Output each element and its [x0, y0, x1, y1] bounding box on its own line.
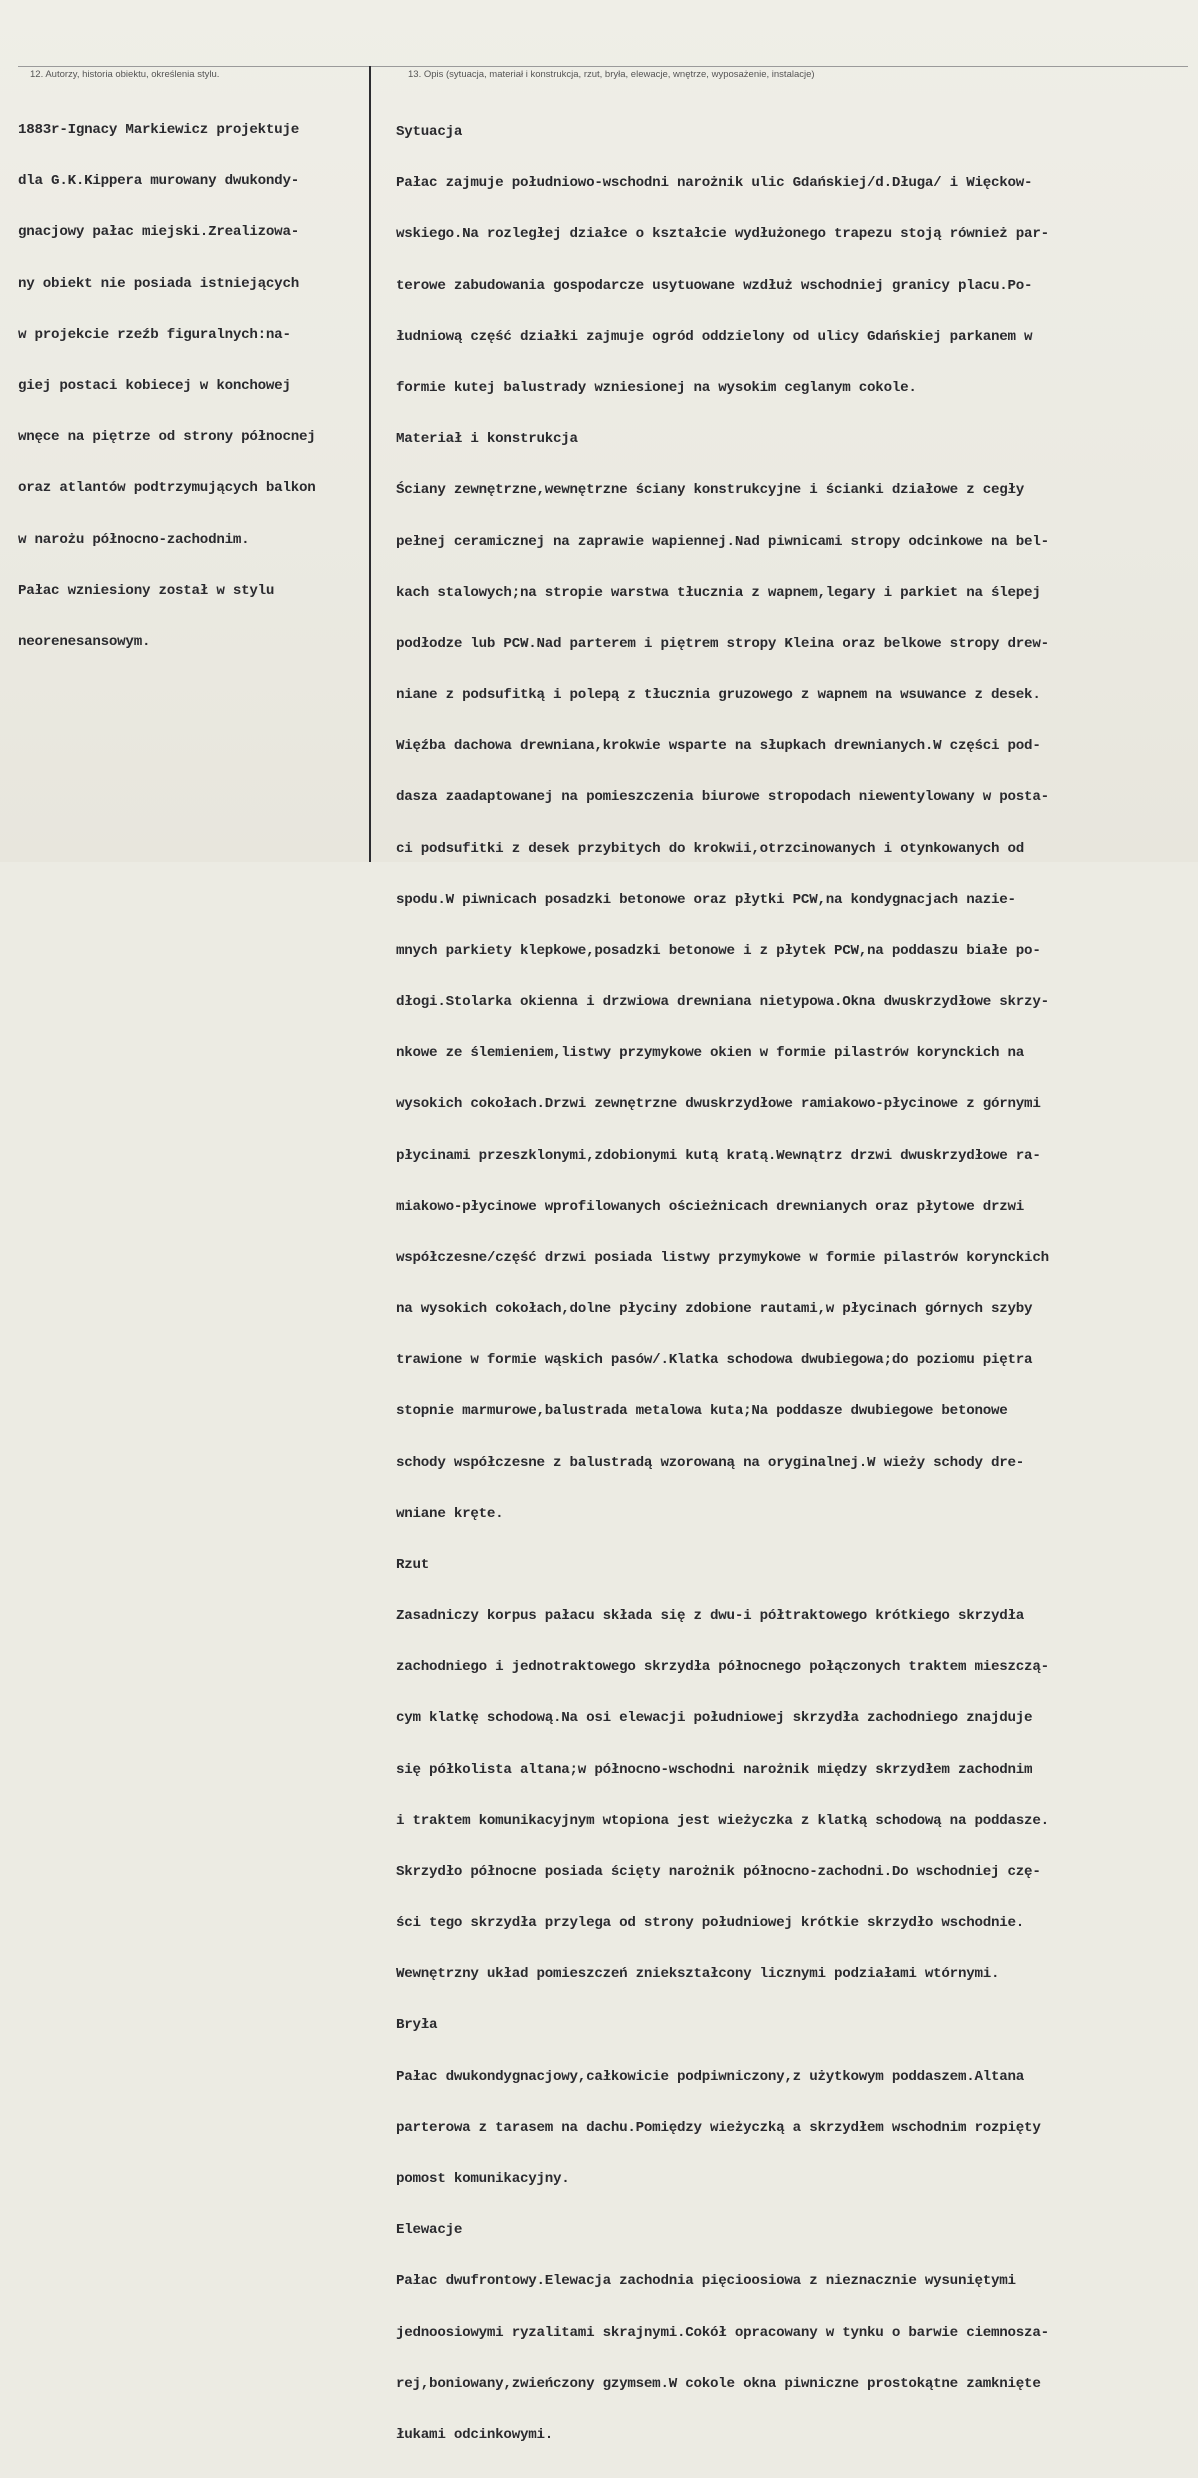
text-line: jednoosiowymi ryzalitami skrajnymi.Cokół opracowany w tynku o barwie ciemnosza-: [396, 2324, 1049, 2341]
description-text: [396, 90, 1196, 2478]
text-line: dla G.K.Kippera murowany dwukondy-: [18, 173, 299, 190]
header-rule: [18, 66, 1188, 67]
text-line: Pałac dwufrontowy.Elewacja zachodnia pięcioosiowa z nieznacznie wysuniętymi: [396, 2273, 1016, 2290]
section-heading-rzut: Rzut: [396, 1556, 430, 1573]
text-line: się półkolista altana;w północno-wschodni narożnik między skrzydłem zachodnim: [396, 1761, 1033, 1778]
text-line: Pałac zajmuje południowo-wschodni narożnik ulic Gdańskiej/d.Długa/ i Więckow-: [396, 175, 1033, 192]
authors-history-text: [18, 88, 366, 685]
text-line: giej postaci kobiecej w konchowej: [18, 377, 291, 394]
text-line: pełnej ceramicznej na zaprawie wapiennej.Nad piwnicami stropy odcinkowe na bel-: [396, 533, 1049, 550]
text-line: łudniową część działki zajmuje ogród oddzielony od ulicy Gdańskiej parkanem w: [396, 328, 1033, 345]
text-line: dłogi.Stolarka okienna i drzwiowa drewniana nietypowa.Okna dwuskrzydłowe skrzy-: [396, 994, 1049, 1011]
text-line: wysokich cokołach.Drzwi zewnętrzne dwuskrzydłowe ramiakowo-płycinowe z górnymi: [396, 1096, 1041, 1113]
text-line: ci podsufitki z desek przybitych do krokwii,otrzcinowanych i otynkowanych od: [396, 840, 1025, 857]
text-line: parterowa z tarasem na dachu.Pomiędzy wieżyczką a skrzydłem wschodnim rozpięty: [396, 2119, 1041, 2136]
text-line: schody współczesne z balustradą wzorowaną na oryginalnej.W wieży schody dre-: [396, 1454, 1025, 1471]
text-line: kach stalowych;na stropie warstwa tłucznia z wapnem,legary i parkiet na ślepej: [396, 584, 1041, 601]
column-divider: [369, 66, 371, 862]
text-line: ści tego skrzydła przylega od strony południowej krótkie skrzydło wschodnie.: [396, 1915, 1025, 1932]
text-line: cym klatkę schodową.Na osi elewacji południowej skrzydła zachodniego znajduje: [396, 1710, 1033, 1727]
text-line: Pałac dwukondygnacjowy,całkowicie podpiwniczony,z użytkowym poddaszem.Altana: [396, 2068, 1025, 2085]
text-line: rej,boniowany,zwieńczony gzymsem.W cokole okna piwniczne prostokątne zamknięte: [396, 2375, 1041, 2392]
text-line: wniane kręte.: [396, 1505, 504, 1522]
text-line: i traktem komunikacyjnym wtopiona jest wieżyczka z klatką schodową na poddasze.: [396, 1812, 1049, 1829]
text-line: miakowo-płycinowe wprofilowanych ościeżnicach drewnianych oraz płytowe drzwi: [396, 1198, 1025, 1215]
text-line: zachodniego i jednotraktowego skrzydła północnego połączonych traktem mieszczą-: [396, 1659, 1049, 1676]
text-line: trawione w formie wąskich pasów/.Klatka schodowa dwubiegowa;do poziomu piętra: [396, 1352, 1033, 1369]
text-line: neorenesansowym.: [18, 633, 151, 650]
text-line: 1883r-Ignacy Markiewicz projektuje: [18, 122, 299, 139]
text-line: mnych parkiety klepkowe,posadzki betonowe i z płytek PCW,na poddaszu białe po-: [396, 942, 1041, 959]
text-line: ny obiekt nie posiada istniejących: [18, 275, 299, 292]
text-line: gnacjowy pałac miejski.Zrealizowa-: [18, 224, 299, 241]
text-line: dasza zaadaptowanej na pomieszczenia biurowe stropodach niewentylowany w posta-: [396, 789, 1049, 806]
text-line: Ściany zewnętrzne,wewnętrzne ściany konstrukcyjne i ścianki działowe z cegły: [396, 482, 1025, 499]
section-heading-elewacje: Elewacje: [396, 2222, 463, 2239]
text-line: wskiego.Na rozległej działce o kształcie wydłużonego trapezu stoją również par-: [396, 226, 1049, 243]
text-line: stopnie marmurowe,balustrada metalowa kuta;Na poddasze dwubiegowe betonowe: [396, 1403, 1008, 1420]
text-line: łukami odcinkowymi.: [396, 2426, 554, 2443]
text-line: współczesne/część drzwi posiada listwy przymykowe w formie pilastrów korynckich: [396, 1249, 1049, 1266]
text-line: Zasadniczy korpus pałacu składa się z dwu-i półtraktowego krótkiego skrzydła: [396, 1608, 1025, 1625]
text-line: na wysokich cokołach,dolne płyciny zdobione rautami,w płycinach górnych szyby: [396, 1301, 1033, 1318]
text-line: nkowe ze ślemieniem,listwy przymykowe okien w formie pilastrów korynckich na: [396, 1045, 1025, 1062]
text-line: spodu.W piwnicach posadzki betonowe oraz płytki PCW,na kondygnacjach nazie-: [396, 891, 1016, 908]
text-line: płycinami przeszklonymi,zdobionymi kutą kratą.Wewnątrz drzwi dwuskrzydłowe ra-: [396, 1147, 1041, 1164]
left-column-heading: 12. Autorzy, historia obiektu, określenia stylu.: [30, 69, 220, 80]
section-heading-material: Materiał i konstrukcja: [396, 431, 578, 448]
text-line: oraz atlantów podtrzymujących balkon: [18, 480, 316, 497]
text-line: terowe zabudowania gospodarcze usytuowane wzdłuż wschodniej granicy placu.Po-: [396, 277, 1033, 294]
text-line: Pałac wzniesiony został w stylu: [18, 582, 275, 599]
right-column-heading: 13. Opis (sytuacja, materiał i konstrukcja, rzut, bryła, elewacje, wnętrze, wyposażenie, instalacje): [408, 69, 815, 80]
text-line: w projekcie rzeźb figuralnych:na-: [18, 326, 291, 343]
text-line: niane z podsufitką i polepą z tłucznia gruzowego z wapnem na wsuwance z desek.: [396, 687, 1041, 704]
text-line: formie kutej balustrady wzniesionej na wysokim ceglanym cokole.: [396, 379, 917, 396]
section-heading-bryla: Bryła: [396, 2017, 438, 2034]
section-heading-sytuacja: Sytuacja: [396, 124, 463, 141]
text-line: podłodze lub PCW.Nad parterem i piętrem stropy Kleina oraz belkowe stropy drew-: [396, 635, 1049, 652]
text-line: Więźba dachowa drewniana,krokwie wsparte na słupkach drewnianych.W części pod-: [396, 738, 1041, 755]
text-line: pomost komunikacyjny.: [396, 2171, 570, 2187]
text-line: w narożu północno-zachodnim.: [18, 531, 250, 548]
text-line: Skrzydło północne posiada ścięty narożnik północno-zachodni.Do wschodniej czę-: [396, 1863, 1041, 1880]
text-line: Wewnętrzny układ pomieszczeń zniekształcony licznymi podziałami wtórnymi.: [396, 1966, 1000, 1983]
text-line: wnęce na piętrze od strony północnej: [18, 429, 316, 446]
